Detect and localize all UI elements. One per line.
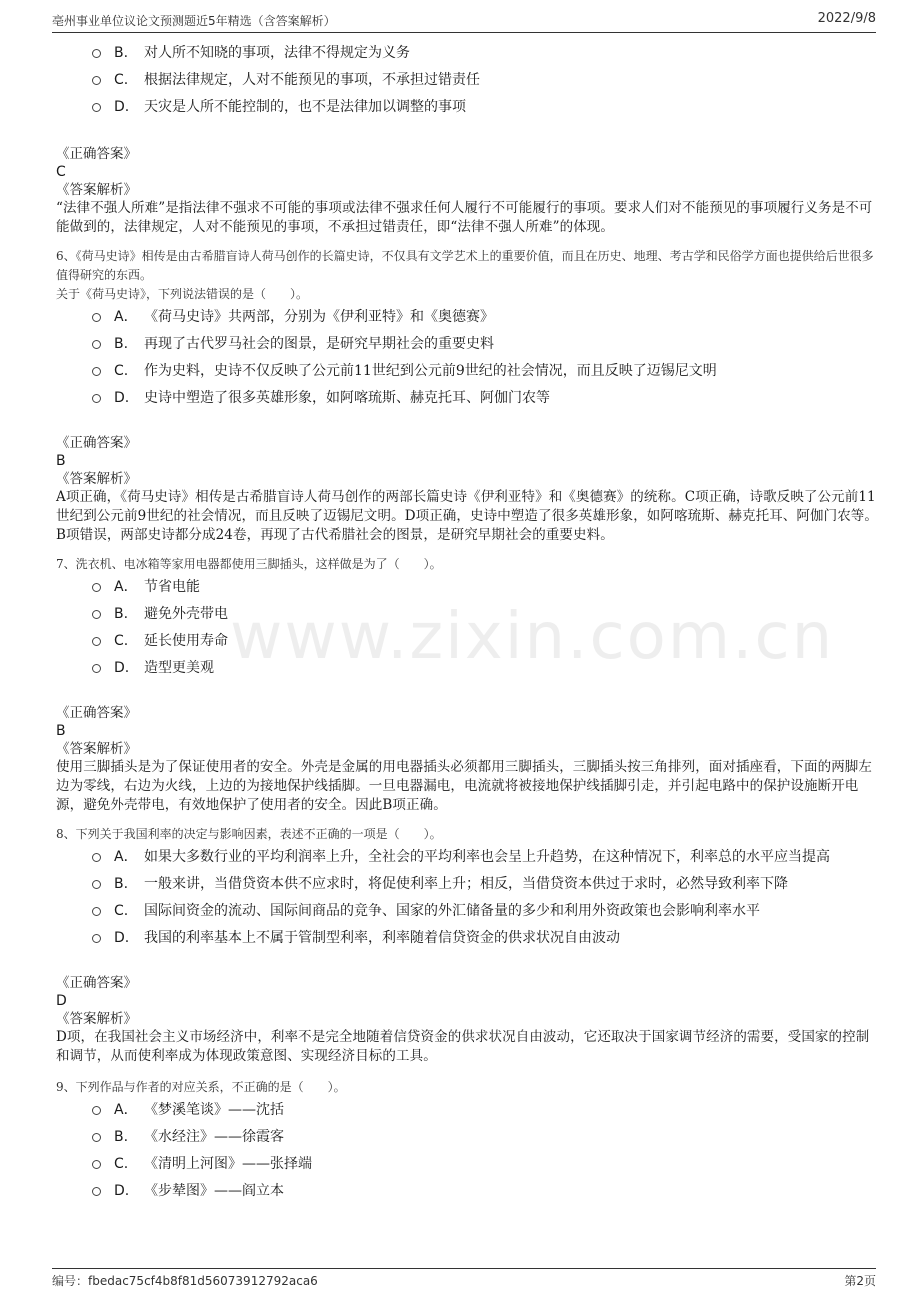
radio-icon[interactable] <box>92 1133 101 1142</box>
explain-text: D项，在我国社会主义市场经济中，利率不是完全地随着信贷资金的供求状况自由波动，它还取决于国家调节经济的需要，受国家的控制和调节，从而使利率成为体现政策意图、实现经济目标的工具。 <box>56 1029 870 1064</box>
question-6 <box>56 247 880 545</box>
answer-label: 《正确答案》 <box>56 975 137 991</box>
radio-icon[interactable] <box>92 103 101 112</box>
explain-label: 《答案解析》 <box>56 182 137 198</box>
document-title: 亳州事业单位议论文预测题近5年精选（含答案解析） <box>52 14 336 28</box>
radio-icon[interactable] <box>92 907 101 916</box>
radio-icon[interactable] <box>92 880 101 889</box>
option-b[interactable]: B. 避免外壳带电 <box>92 601 880 628</box>
option-a[interactable]: A． 《梦溪笔谈》——沈括 <box>92 1097 880 1124</box>
option-d[interactable]: D. 史诗中塑造了很多英雄形象，如阿喀琉斯、赫克托耳、阿伽门农等 <box>92 385 880 412</box>
question-5 <box>56 40 880 237</box>
question-stem: 8、下列关于我国利率的决定与影响因素，表述不正确的一项是（ ）。 <box>56 827 442 841</box>
option-c[interactable]: C. 《清明上河图》——张择端 <box>92 1151 880 1178</box>
option-d[interactable]: D. 《步辇图》——阎立本 <box>92 1178 880 1205</box>
document-body <box>56 38 880 1205</box>
radio-icon[interactable] <box>92 394 101 403</box>
answer-value: B <box>56 453 66 469</box>
radio-icon[interactable] <box>92 934 101 943</box>
answer-label: 《正确答案》 <box>56 435 137 451</box>
option-b[interactable]: B. 对人所不知晓的事项，法律不得规定为义务 <box>92 40 880 67</box>
option-c[interactable]: C. 国际间资金的流动、国际间商品的竞争、国家的外汇储备量的多少和利用外资政策也会影响利率水平 <box>92 898 880 925</box>
question-8 <box>56 825 880 1066</box>
radio-icon[interactable] <box>92 340 101 349</box>
explain-label: 《答案解析》 <box>56 1011 137 1027</box>
answer-value: D <box>56 993 67 1009</box>
radio-icon[interactable] <box>92 1187 101 1196</box>
radio-icon[interactable] <box>92 853 101 862</box>
question-7 <box>56 555 880 815</box>
radio-icon[interactable] <box>92 76 101 85</box>
question-stem: 9、下列作品与作者的对应关系，不正确的是（ ）。 <box>56 1080 346 1094</box>
watermark: www.zixin.com.cn <box>230 600 835 674</box>
radio-icon[interactable] <box>92 367 101 376</box>
answer-value: C <box>56 164 66 180</box>
option-a[interactable]: A． 《荷马史诗》共两部，分别为《伊利亚特》和《奥德赛》 <box>92 304 880 331</box>
answer-value: B <box>56 723 66 739</box>
question-stem: 7、洗衣机、电冰箱等家用电器都使用三脚插头，这样做是为了（ ）。 <box>56 557 442 571</box>
page-footer <box>52 1268 876 1289</box>
explain-text: 使用三脚插头是为了保证使用者的安全。外壳是金属的用电器插头必须都用三脚插头，三脚插头按三角排列，面对插座看，下面的两脚左边为零线，右边为火线，上边的为接地保护线插脚。一旦电器漏电，电流就将被接地保护线插脚引走，并引起电路中的保护设施断开电源，避免外壳带电，有效地保护了使用者的安全。因此B项正确。 <box>56 759 872 813</box>
option-a[interactable]: A． 如果大多数行业的平均利润率上升，全社会的平均利率也会呈上升趋势，在这种情况下，利率总的水平应当提高 <box>92 844 880 871</box>
option-c[interactable]: C. 作为史料，史诗不仅反映了公元前11世纪到公元前9世纪的社会情况，而且反映了迈锡尼文明 <box>92 358 880 385</box>
radio-icon[interactable] <box>92 664 101 673</box>
question-prompt: 关于《荷马史诗》，下列说法错误的是（ ）。 <box>56 287 309 301</box>
option-d[interactable]: D. 天灾是人所不能控制的，也不是法律加以调整的事项 <box>92 94 880 121</box>
answer-label: 《正确答案》 <box>56 146 137 162</box>
option-c[interactable]: C. 延长使用寿命 <box>92 628 880 655</box>
radio-icon[interactable] <box>92 313 101 322</box>
explain-label: 《答案解析》 <box>56 471 137 487</box>
page-number: 第2页 <box>844 1274 876 1288</box>
radio-icon[interactable] <box>92 637 101 646</box>
option-a[interactable]: A． 节省电能 <box>92 574 880 601</box>
page-header <box>52 10 876 33</box>
radio-icon[interactable] <box>92 1106 101 1115</box>
option-b[interactable]: B. 再现了古代罗马社会的图景，是研究早期社会的重要史料 <box>92 331 880 358</box>
explain-label: 《答案解析》 <box>56 741 137 757</box>
question-stem: 6、《荷马史诗》相传是由古希腊盲诗人荷马创作的长篇史诗，不仅具有文学艺术上的重要价值，而且在历史、地理、考古学和民俗学方面也提供给后世很多值得研究的东西。 <box>56 249 874 282</box>
radio-icon[interactable] <box>92 49 101 58</box>
explain-text: A项正确，《荷马史诗》相传是古希腊盲诗人荷马创作的两部长篇史诗《伊利亚特》和《奥德赛》的统称。C项正确，诗歌反映了公元前11世纪到公元前9世纪的社会情况，而且反映了迈锡尼文明。D项正确，史诗中塑造了很多英雄形象，如阿喀琉斯、赫克托耳、阿伽门农等。B项错误，两部史诗都分成24卷，再现了古代希腊社会的图景，是研究早期社会的重要史料。 <box>56 489 879 543</box>
option-c[interactable]: C. 根据法律规定，人对不能预见的事项，不承担过错责任 <box>92 67 880 94</box>
radio-icon[interactable] <box>92 583 101 592</box>
answer-label: 《正确答案》 <box>56 705 137 721</box>
document-date: 2022/9/8 <box>817 11 876 26</box>
option-d[interactable]: D. 我国的利率基本上不属于管制型利率，利率随着信贷资金的供求状况自由波动 <box>92 925 880 952</box>
option-d[interactable]: D. 造型更美观 <box>92 655 880 682</box>
option-b[interactable]: B. 《水经注》——徐霞客 <box>92 1124 880 1151</box>
explain-text: “法律不强人所难”是指法律不强求不可能的事项或法律不强求任何人履行不可能履行的事项。要求人们对不能预见的事项履行义务是不可能做到的，法律规定，人对不能预见的事项，不承担过错责任，即“法律不强人所难”的体现。 <box>56 200 873 235</box>
option-b[interactable]: B. 一般来讲，当借贷资本供不应求时，将促使利率上升；相反，当借贷资本供过于求时，必然导致利率下降 <box>92 871 880 898</box>
radio-icon[interactable] <box>92 1160 101 1169</box>
radio-icon[interactable] <box>92 610 101 619</box>
document-code: 编号：fbedac75cf4b8f81d56073912792aca6 <box>52 1274 318 1288</box>
question-9 <box>56 1078 880 1205</box>
